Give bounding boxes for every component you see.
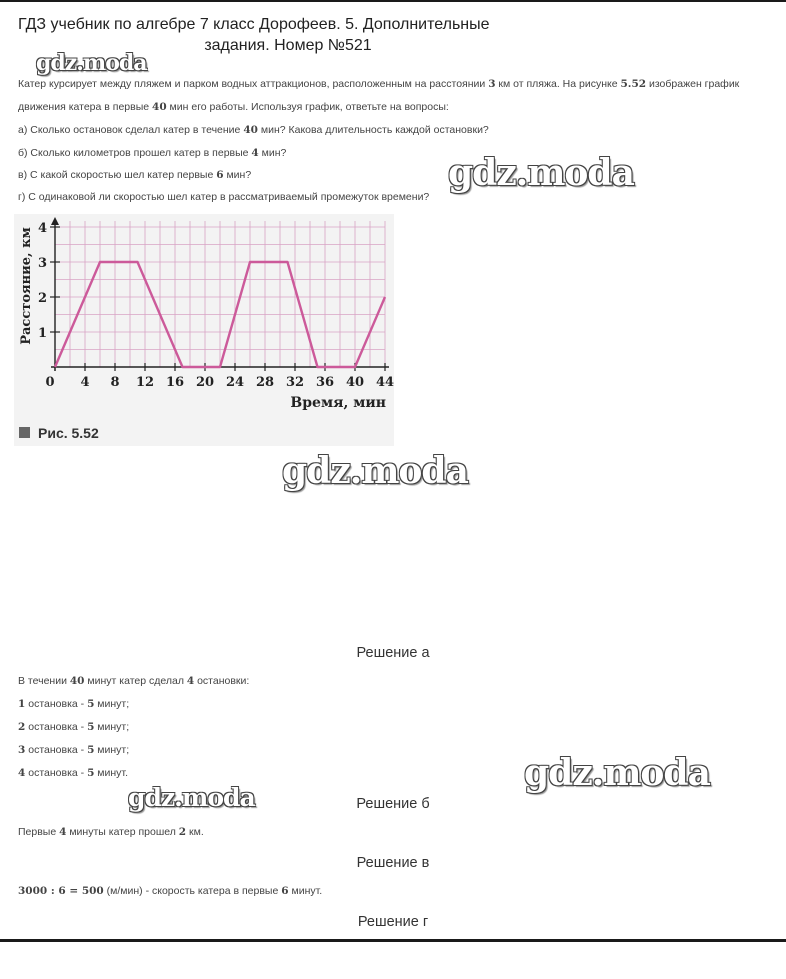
problem-line-1: Катер курсирует между пляжем и парком водных аттракционов, расположенным на расстоянии 3 км от пляжа. На рисунке 5.52 изображен график bbox=[18, 78, 740, 90]
y-tick-label: 4 bbox=[37, 221, 47, 236]
x-tick-label: 4 bbox=[80, 375, 90, 390]
y-tick-label: 3 bbox=[37, 256, 47, 271]
page-title: ГДЗ учебник по алгебре 7 класс Дорофеев. 5. Дополнительные задания. Номер №521 bbox=[18, 16, 490, 54]
y-axis-arrow bbox=[51, 217, 59, 225]
solution-b-heading: Решение б bbox=[356, 796, 430, 812]
figure-5-52 bbox=[14, 214, 394, 446]
solution-a-heading: Решение а bbox=[356, 645, 430, 661]
stop-item: 3 остановка - 5 минут; bbox=[18, 744, 130, 756]
y-tick-label: 1 bbox=[37, 326, 47, 341]
solution-c-heading: Решение в bbox=[356, 855, 430, 871]
problem-line-2: движения катера в первые 40 мин его работы. Используя график, ответьте на вопросы: bbox=[18, 101, 449, 113]
watermark-logo: gdz.moda bbox=[36, 50, 147, 76]
watermark-logo: gdz.moda bbox=[524, 752, 710, 794]
y-tick-label: 2 bbox=[37, 291, 47, 306]
stop-item: 1 остановка - 5 минут; bbox=[18, 698, 130, 710]
bottom-border bbox=[0, 939, 786, 979]
caption-marker bbox=[19, 427, 30, 438]
solution-c-text: 3000 : 6 = 500 (м/мин) - скорость катера в первые 6 минут. bbox=[18, 885, 323, 897]
watermark-logo: gdz.moda bbox=[282, 450, 468, 492]
top-border bbox=[0, 0, 786, 2]
x-axis-label: Время, мин bbox=[290, 395, 386, 411]
x-tick-label: 8 bbox=[110, 375, 120, 390]
distance-time-chart bbox=[14, 214, 394, 446]
question-b: б) Сколько километров прошел катер в первые 4 мин? bbox=[18, 147, 287, 159]
x-tick-label: 12 bbox=[135, 375, 155, 390]
x-tick-label: 24 bbox=[225, 375, 245, 390]
watermark-logo: gdz.moda bbox=[448, 152, 634, 194]
y-axis-label: Расстояние, км bbox=[19, 227, 34, 345]
x-tick-label: 20 bbox=[195, 375, 215, 390]
x-tick-label: 16 bbox=[165, 375, 185, 390]
stop-item: 4 остановка - 5 минут. bbox=[18, 767, 128, 779]
x-tick-label: 0 bbox=[45, 375, 55, 390]
question-a: а) Сколько остановок сделал катер в течение 40 мин? Какова длительность каждой остановки? bbox=[18, 124, 489, 136]
x-tick-label: 40 bbox=[345, 375, 365, 390]
question-d: г) С одинаковой ли скоростью шел катер в рассматриваемый промежуток времени? bbox=[18, 191, 430, 203]
x-tick-label: 28 bbox=[255, 375, 275, 390]
solution-a-text: В течении 40 минут катер сделал 4 остановки: bbox=[18, 675, 250, 687]
x-tick-label: 44 bbox=[375, 375, 394, 390]
question-c: в) С какой скоростью шел катер первые 6 мин? bbox=[18, 169, 252, 181]
solution-d-heading: Решение г bbox=[357, 914, 429, 930]
watermark-logo: gdz.moda bbox=[128, 783, 255, 812]
x-tick-label: 36 bbox=[315, 375, 335, 390]
solution-b-text: Первые 4 минуты катер прошел 2 км. bbox=[18, 826, 204, 838]
x-tick-label: 32 bbox=[285, 375, 305, 390]
figure-caption: Рис. 5.52 bbox=[38, 425, 99, 441]
stop-item: 2 остановка - 5 минут; bbox=[18, 721, 130, 733]
